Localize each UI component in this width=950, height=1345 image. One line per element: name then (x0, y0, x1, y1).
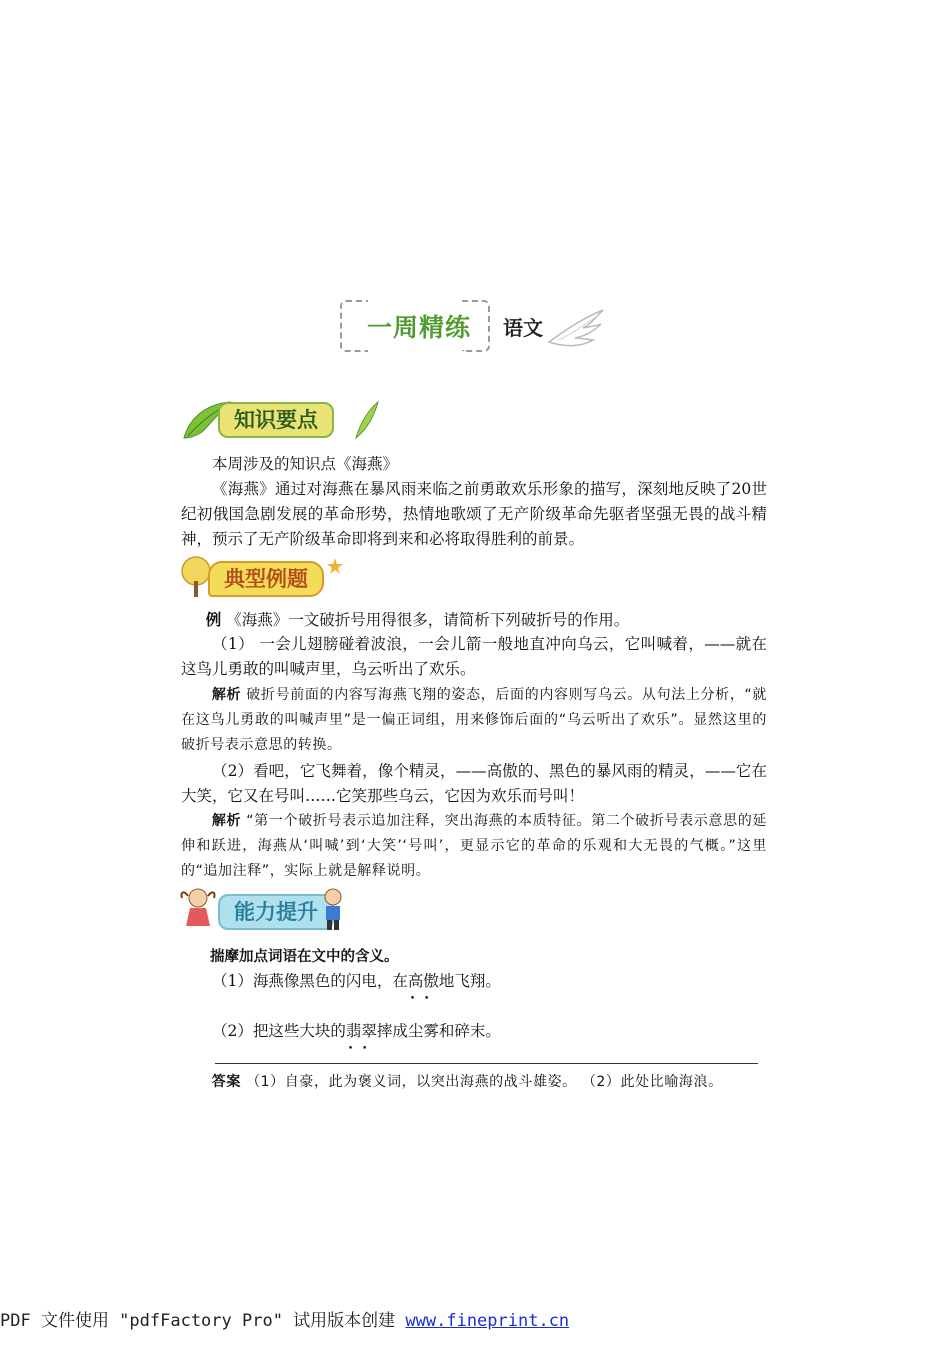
example-item-1: （1） 一会儿翅膀碰着波浪，一会儿箭一般地直冲向乌云，它叫喊着，——就在这鸟儿勇敢的叫喊声里，乌云听出了欢乐。 (181, 635, 767, 678)
wing-icon (545, 302, 607, 350)
example-question: 例 《海燕》一文破折号用得很多，请简析下列破折号的作用。 (205, 610, 630, 629)
footer-link[interactable]: www.fineprint.cn (405, 1311, 570, 1331)
footer-text: PDF 文件使用 "pdfFactory Pro" 试用版本创建 (0, 1311, 406, 1331)
banner-title: 一周精练 (366, 313, 471, 342)
pdf-footer (0, 1306, 950, 1332)
header-banner (340, 298, 610, 354)
star-icon (326, 557, 344, 575)
girl-icon (178, 886, 218, 934)
banner-subject: 语文 (503, 316, 543, 340)
answer-block (181, 1070, 767, 1095)
ability-instruction: 揣摩加点词语在文中的含义。 (210, 949, 399, 965)
ability-question-2: （2）把这些大块的翡翠 • •摔成尘雾和碎末。 (181, 1019, 767, 1044)
answer-divider (215, 1063, 758, 1064)
section-badge-ability (178, 890, 348, 930)
answer-label: 答案 (211, 1074, 241, 1090)
section-badge-example (178, 555, 338, 595)
boy-icon (318, 886, 348, 934)
example-item-2: （2）看吧，它飞舞着，像个精灵，——高傲的、黑色的暴风雨的精灵，——它在大笑，它又在号叫……它笑那些乌云，它因为欢乐而号叫！ (181, 762, 767, 805)
example-analysis-1: 解析 破折号前面的内容写海燕飞翔的姿态，后面的内容则写乌云。从句法上分析，“就在这鸟儿勇敢的叫喊声里”是一偏正词组，用来修饰后面的“乌云听出了欢乐”。显然这里的破折号表示意思的转换。 (181, 687, 767, 753)
example-analysis-2: 解析 “第一个破折号表示追加注释，突出海燕的本质特征。第二个破折号表示意思的延伸和跃进，海燕从‘叫喊’到‘大笑’‘号叫’，更显示它的革命的乐观和大无畏的气概。”这里的“追加注释”，实际上就是解释说明。 (181, 813, 767, 879)
dotted-word: 高傲 • • (408, 972, 439, 990)
dotted-word: 翡翠 • • (346, 1022, 377, 1040)
answer-text: （1）自豪，此为褒义词，以突出海燕的战斗雄姿。 （2）此处比喻海浪。 (246, 1074, 723, 1090)
leaf-icon (352, 400, 382, 440)
badge-label: 知识要点 (218, 402, 334, 438)
knowledge-intro: 本周涉及的知识点《海燕》 (212, 455, 399, 473)
knowledge-body: 《海燕》通过对海燕在暴风雨来临之前勇敢欢乐形象的描写，深刻地反映了20世纪初俄国急剧发展的革命形势，热情地歌颂了无产阶级革命先驱者坚强无畏的战斗精神，预示了无产阶级革命即将到来和必将取得胜利的前景。 (181, 480, 767, 548)
section-badge-knowledge (180, 398, 380, 438)
badge-label: 典型例题 (208, 561, 324, 597)
badge-label: 能力提升 (218, 894, 334, 930)
ability-question-1: （1）海燕像黑色的闪电，在高傲 • •地飞翔。 (181, 969, 767, 994)
